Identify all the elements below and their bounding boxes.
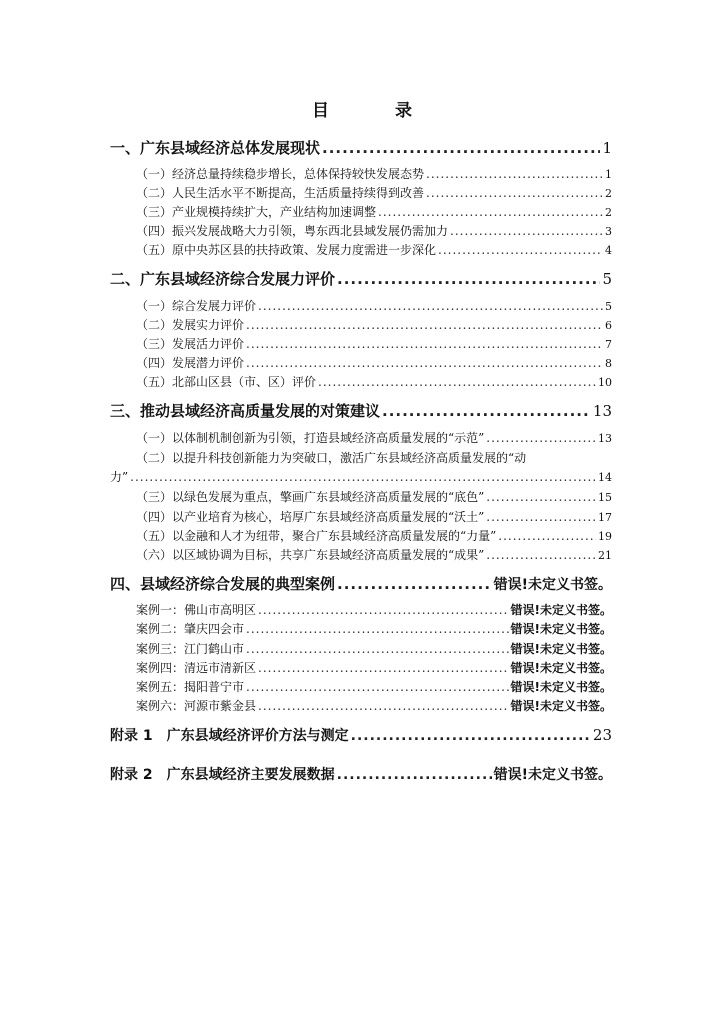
leader-dots bbox=[486, 548, 596, 562]
toc-item[interactable] bbox=[136, 316, 612, 333]
toc-item-text: （五）北部山区县（市、区）评价 bbox=[136, 375, 317, 389]
leader-dots bbox=[246, 318, 603, 332]
toc-appendix-text: 附录 1 广东县域经济评价方法与测定 bbox=[110, 728, 349, 744]
page-number: 10 bbox=[598, 376, 612, 389]
toc-heading-4[interactable] bbox=[110, 573, 612, 594]
toc-item-text: （六）以区域协调为目标，共享广东县域经济高质量发展的“成果” bbox=[136, 548, 485, 562]
page-number: 错误!未定义书签。 bbox=[510, 680, 612, 694]
toc-item-text: （三）发展活力评价 bbox=[136, 337, 245, 351]
leader-dots bbox=[337, 767, 492, 783]
page-number: 15 bbox=[598, 491, 612, 504]
leader-dots bbox=[426, 186, 603, 200]
toc-item-text: （三）产业规模持续扩大，产业结构加速调整 bbox=[136, 205, 377, 219]
page-number: 5 bbox=[602, 270, 612, 288]
page-number: 3 bbox=[605, 225, 612, 238]
page-number: 2 bbox=[605, 206, 612, 219]
page-number: 14 bbox=[598, 471, 612, 484]
page-number: 17 bbox=[598, 511, 612, 524]
page-number: 1 bbox=[605, 168, 612, 181]
toc-item[interactable] bbox=[136, 222, 612, 239]
page-number: 错误!未定义书签。 bbox=[510, 603, 612, 617]
toc-item-text: （一）经济总量持续稳步增长，总体保持较快发展态势 bbox=[136, 167, 425, 181]
toc-item-text: 案例六：河源市紫金县 bbox=[136, 699, 257, 713]
toc-item-text: （三）以绿色发展为重点，擎画广东县域经济高质量发展的“底色” bbox=[136, 490, 485, 504]
toc-item[interactable] bbox=[136, 659, 612, 676]
page-number: 错误!未定义书签。 bbox=[510, 622, 612, 636]
leader-dots bbox=[258, 661, 509, 675]
leader-dots bbox=[450, 224, 603, 238]
toc-item-text: （一）综合发展力评价 bbox=[136, 299, 257, 313]
toc-item[interactable] bbox=[136, 527, 612, 544]
page-number: 7 bbox=[605, 338, 612, 351]
toc-item[interactable] bbox=[136, 546, 612, 563]
toc-appendix-1[interactable] bbox=[110, 725, 612, 745]
leader-dots bbox=[426, 167, 603, 181]
toc-heading-text: 一、广东县域经济总体发展现状 bbox=[110, 139, 321, 157]
page-number: 6 bbox=[605, 319, 612, 332]
toc-item-text: （一）以体制机制创新为引领，打造县域经济高质量发展的“示范” bbox=[136, 431, 485, 445]
page-number: 错误!未定义书签。 bbox=[510, 699, 612, 713]
leader-dots bbox=[318, 375, 596, 389]
leader-dots bbox=[438, 243, 603, 257]
toc-item-text: （二）发展实力评价 bbox=[136, 318, 245, 332]
toc-item-text: （五）原中央苏区县的扶持政策、发展力度需进一步深化 bbox=[136, 243, 437, 257]
toc-item-text: 案例五：揭阳普宁市 bbox=[136, 680, 245, 694]
page-title: 目 录 bbox=[312, 101, 442, 121]
toc-heading-3[interactable] bbox=[110, 400, 612, 421]
toc-item[interactable] bbox=[136, 678, 612, 695]
leader-dots bbox=[337, 575, 492, 593]
leader-dots bbox=[258, 299, 603, 313]
toc-item-text: 力” bbox=[110, 470, 129, 484]
page-number: 错误!未定义书签。 bbox=[510, 661, 612, 675]
toc-heading-text: 四、县域经济综合发展的典型案例 bbox=[110, 575, 336, 593]
leader-dots bbox=[382, 402, 591, 420]
page-number: 21 bbox=[598, 549, 612, 562]
toc-item-text: 案例一：佛山市高明区 bbox=[136, 603, 257, 617]
toc-item[interactable] bbox=[136, 203, 612, 220]
page-number: 1 bbox=[602, 139, 612, 157]
toc-item-text: 案例二：肇庆四会市 bbox=[136, 622, 245, 636]
page-number: 错误!未定义书签。 bbox=[493, 767, 612, 783]
leader-dots bbox=[486, 510, 596, 524]
page-number: 错误!未定义书签。 bbox=[493, 577, 612, 593]
toc-heading-1[interactable] bbox=[110, 137, 612, 158]
leader-dots bbox=[337, 270, 600, 288]
leader-dots bbox=[351, 728, 591, 744]
toc-item[interactable] bbox=[110, 468, 612, 485]
toc-item[interactable] bbox=[136, 640, 612, 657]
toc-item[interactable] bbox=[136, 297, 612, 314]
page-number: 错误!未定义书签。 bbox=[510, 642, 612, 656]
toc-item-text: （二）人民生活水平不断提高，生活质量持续得到改善 bbox=[136, 186, 425, 200]
toc-item-text: 案例三：江门鹤山市 bbox=[136, 642, 245, 656]
toc-item[interactable] bbox=[136, 697, 612, 714]
toc-item-text: （四）发展潜力评价 bbox=[136, 356, 245, 370]
page-number: 5 bbox=[605, 300, 612, 313]
toc-item-text: （四）振兴发展战略大力引领，粤东西北县域发展仍需加力 bbox=[136, 224, 449, 238]
page-number: 8 bbox=[605, 357, 612, 370]
toc-item[interactable] bbox=[136, 335, 612, 352]
toc-heading-2[interactable] bbox=[110, 268, 612, 289]
leader-dots bbox=[378, 205, 603, 219]
leader-dots bbox=[498, 529, 596, 543]
toc-item-wrapped-line1[interactable]: （二）以提升科技创新能力为突破口，激活广东县域经济高质量发展的“动 bbox=[136, 451, 527, 465]
toc-item[interactable] bbox=[136, 601, 612, 618]
toc-item-text: 案例四：清远市清新区 bbox=[136, 661, 257, 675]
toc-item-text: （五）以金融和人才为纽带，聚合广东县域经济高质量发展的“力量” bbox=[136, 529, 497, 543]
toc-item[interactable] bbox=[136, 241, 612, 258]
leader-dots bbox=[486, 431, 596, 445]
leader-dots bbox=[246, 642, 509, 656]
page-number: 19 bbox=[598, 530, 612, 543]
leader-dots bbox=[486, 490, 596, 504]
leader-dots bbox=[258, 699, 509, 713]
page-number: 13 bbox=[592, 402, 612, 420]
toc-item[interactable] bbox=[136, 373, 612, 390]
toc-heading-text: 三、推动县域经济高质量发展的对策建议 bbox=[110, 402, 381, 420]
toc-heading-text: 二、广东县域经济综合发展力评价 bbox=[110, 270, 336, 288]
page-number: 23 bbox=[592, 726, 612, 744]
leader-dots bbox=[246, 356, 603, 370]
toc-item[interactable] bbox=[136, 165, 612, 182]
leader-dots bbox=[130, 470, 596, 484]
leader-dots bbox=[246, 337, 603, 351]
toc-item[interactable] bbox=[136, 354, 612, 371]
leader-dots bbox=[322, 139, 600, 157]
toc-item-text: （四）以产业培育为核心，培厚广东县域经济高质量发展的“沃土” bbox=[136, 510, 485, 524]
toc-item[interactable] bbox=[136, 184, 612, 201]
toc-appendix-2[interactable] bbox=[110, 764, 612, 784]
toc-appendix-text: 附录 2 广东县域经济主要发展数据 bbox=[110, 767, 335, 783]
toc-item[interactable] bbox=[136, 620, 612, 637]
page-number: 4 bbox=[605, 244, 612, 257]
leader-dots bbox=[246, 622, 509, 636]
toc-item[interactable] bbox=[136, 488, 612, 505]
page-number: 2 bbox=[605, 187, 612, 200]
leader-dots bbox=[258, 603, 509, 617]
leader-dots bbox=[246, 680, 509, 694]
page-number: 13 bbox=[598, 432, 612, 445]
toc-item[interactable] bbox=[136, 429, 612, 446]
toc-item[interactable] bbox=[136, 508, 612, 525]
